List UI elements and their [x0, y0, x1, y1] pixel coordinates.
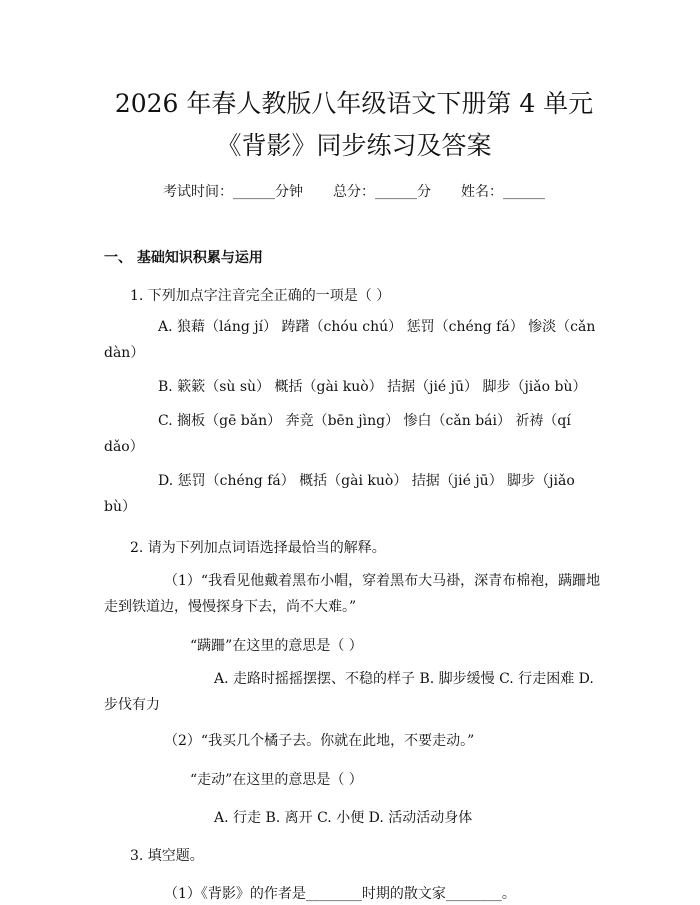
- question-2-sub-1: （1）“我看见他戴着黑布小帽，穿着黑布大马褂，深青布棉袍，蹒跚地走到铁道边，慢慢探身下去，尚不大难。”: [104, 573, 601, 615]
- question-2-ask-1: “蹒跚”在这里的意思是（ ）: [190, 638, 363, 654]
- question-2-stem: 2. 请为下列加点词语选择最恰当的解释。: [130, 540, 386, 556]
- exam-name-field: 姓名：______: [461, 184, 545, 200]
- question-1-stem: 1. 下列加点字注音完全正确的一项是（ ）: [130, 288, 391, 304]
- question-2-sub-2: （2）“我买几个橘子去。你就在此地，不要走动。”: [164, 733, 475, 749]
- exam-meta: [104, 182, 604, 202]
- question-2-ask-2: “走动”在这里的意思是（ ）: [190, 772, 363, 788]
- question-3-sub-1: （1）《背影》的作者是________时期的散文家________。: [164, 886, 516, 902]
- document-title-line2: 《背影》同步练习及答案: [216, 131, 492, 160]
- question-1-option-a: A. 狼藉（láng jí） 踌躇（chóu chú） 惩罚（chéng fá） 惨淡（cǎn dàn）: [104, 319, 596, 361]
- question-1-option-b: B. 簌簌（sù sù） 概括（gài kuò） 拮据（jié jū） 脚步（jiǎo bù）: [158, 379, 587, 395]
- question-2-answer-1: A. 走路时摇摇摆摆、不稳的样子 B. 脚步缓慢 C. 行走困难 D. 步伐有力: [104, 671, 594, 713]
- document-title-line1: 2026 年春人教版八年级语文下册第 4 单元: [114, 89, 594, 118]
- question-3-stem: 3. 填空题。: [130, 848, 204, 864]
- question-1-option-c: C. 搁板（gē bǎn） 奔竞（bēn jìng） 惨白（cǎn bái） 祈祷（qí dǎo）: [104, 413, 571, 455]
- section-heading: 一、 基础知识积累与运用: [104, 250, 263, 266]
- question-2-answer-2: A. 行走 B. 离开 C. 小便 D. 活动活动身体: [214, 810, 473, 826]
- exam-score-field: 总分：______分: [333, 184, 431, 200]
- question-1-option-d: D. 惩罚（chéng fá） 概括（gài kuò） 拮据（jié jū） 脚步（jiǎo bù）: [104, 473, 575, 515]
- exam-time-field: 考试时间：______分钟: [163, 184, 303, 200]
